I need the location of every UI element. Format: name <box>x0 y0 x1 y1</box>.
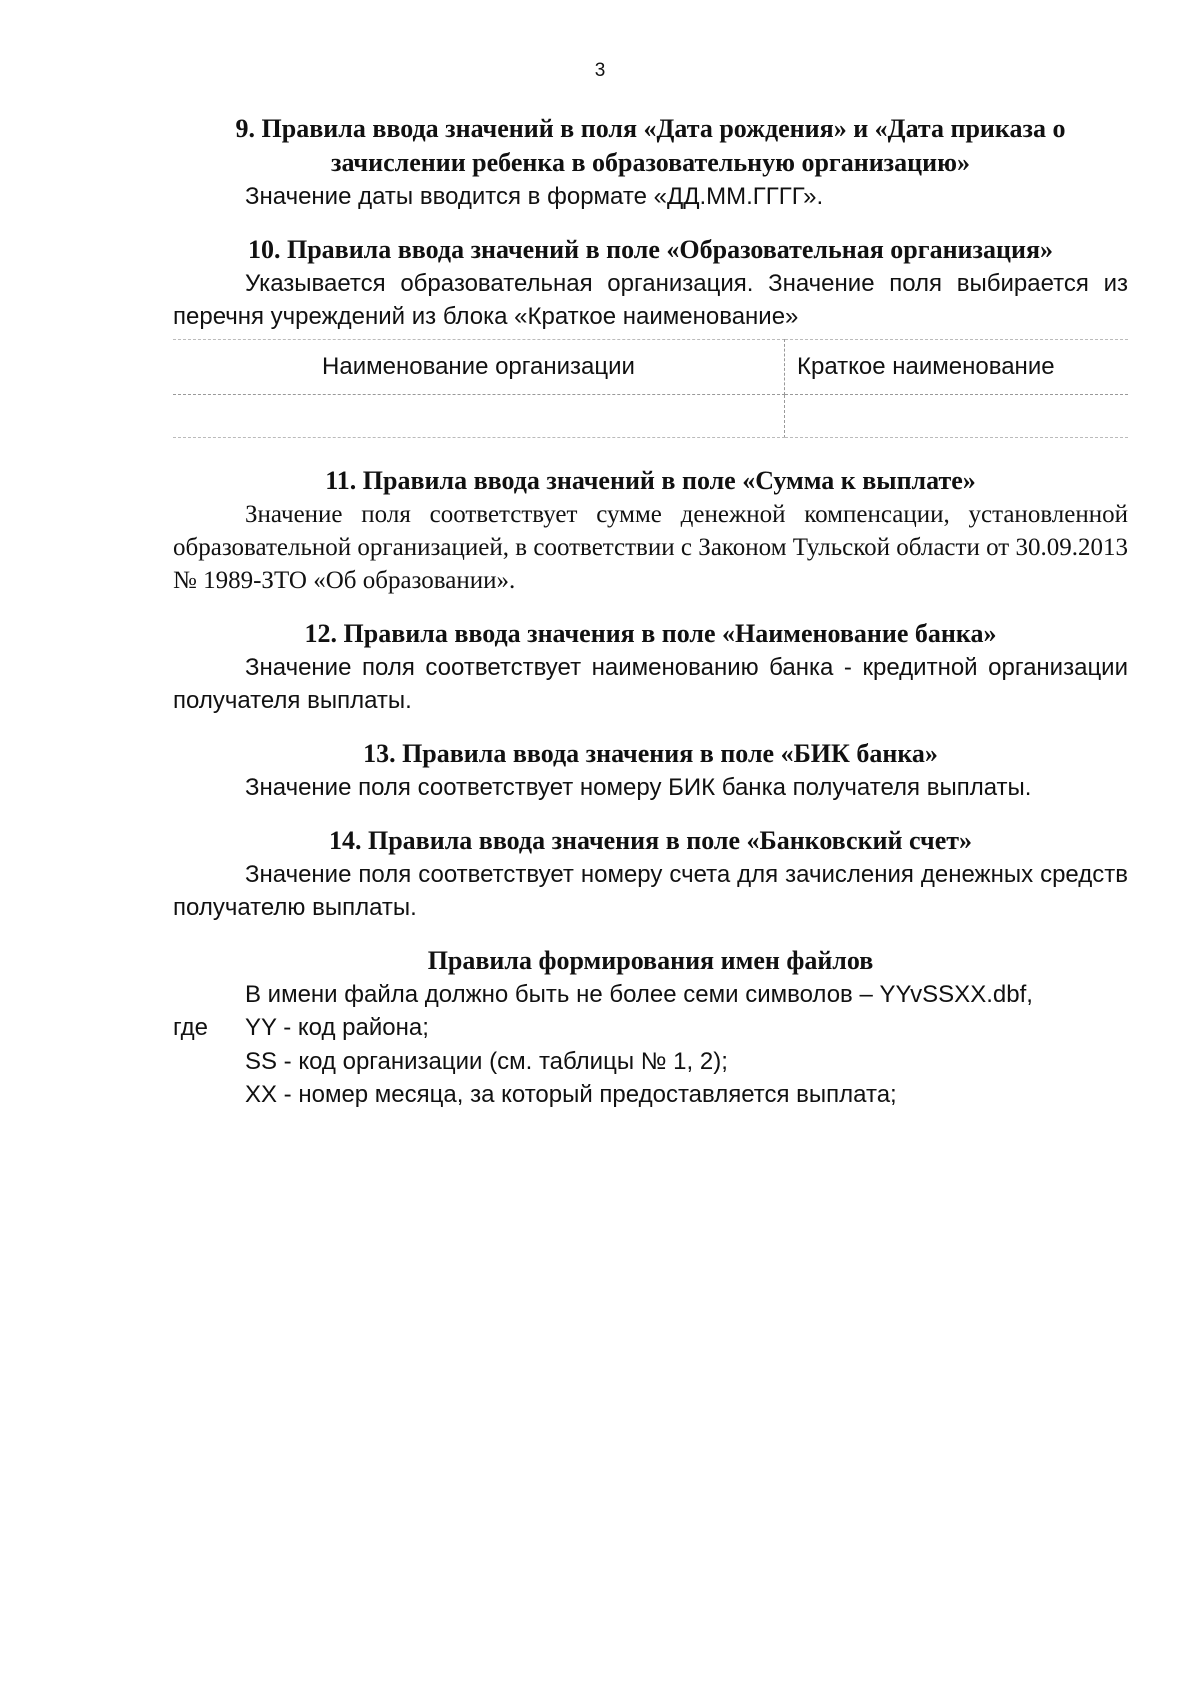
section-11 <box>173 464 1128 597</box>
section-heading: 11. Правила ввода значений в поле «Сумма к выплате» <box>325 466 976 495</box>
section-text: Значение поля соответствует наименованию банка - кредитной организации получателя выплаты. <box>173 654 1128 714</box>
section-heading: 13. Правила ввода значения в поле «БИК банка» <box>363 739 938 768</box>
table-cell <box>785 395 1129 438</box>
table-header-short-name: Краткое наименование <box>785 340 1129 395</box>
section-9 <box>173 112 1128 213</box>
definition-xx: XX - номер месяца, за который предоставляется выплата; <box>245 1081 897 1108</box>
table-row <box>173 395 1128 438</box>
table-header-row <box>173 340 1128 395</box>
section-heading: 14. Правила ввода значения в поле «Банковский счет» <box>328 826 973 855</box>
section-14 <box>173 824 1128 924</box>
file-naming-heading: Правила формирования имен файлов <box>427 946 874 975</box>
file-naming-intro: В имени файла должно быть не более семи символов – YYvSSXX.dbf, <box>245 981 1033 1008</box>
section-text: Значение поля соответствует номеру БИК банка получателя выплаты. <box>245 774 1032 801</box>
definition-ss: SS - код организации (см. таблицы № 1, 2); <box>245 1048 728 1075</box>
document-body <box>173 112 1128 1131</box>
section-10 <box>173 233 1128 333</box>
section-text: Значение поля соответствует сумме денежной компенсации, установленной образовательной организацией, в соответствии с Законом Тульской области от 30.09.2013 № 1989-ЗТО «Об образовании». <box>173 501 1128 594</box>
table-cell <box>173 395 785 438</box>
section-text: Указывается образовательная организация. Значение поля выбирается из перечня учреждений из блока «Краткое наименование» <box>173 270 1128 330</box>
section-text: Значение поля соответствует номеру счета для зачисления денежных средств получателю выплаты. <box>173 861 1128 921</box>
section-heading: 12. Правила ввода значения в поле «Наименование банка» <box>304 619 997 648</box>
table-header-organization-name: Наименование организации <box>173 340 785 395</box>
where-label: где <box>173 1014 209 1041</box>
section-12 <box>173 617 1128 717</box>
file-naming-where-row <box>173 1011 1128 1045</box>
file-naming-section <box>173 944 1128 1111</box>
page-number: 3 <box>594 60 606 81</box>
section-13 <box>173 737 1128 804</box>
organization-table <box>173 339 1128 438</box>
section-text: Значение даты вводится в формате «ДД.ММ.ГГГГ». <box>245 183 824 210</box>
section-heading: 9. Правила ввода значений в поля «Дата рождения» и «Дата приказа о зачислении ребенка в образовательную организацию» <box>235 114 1066 177</box>
section-heading: 10. Правила ввода значений в поле «Образовательная организация» <box>247 235 1054 264</box>
definition-yy: YY - код района; <box>245 1014 429 1041</box>
